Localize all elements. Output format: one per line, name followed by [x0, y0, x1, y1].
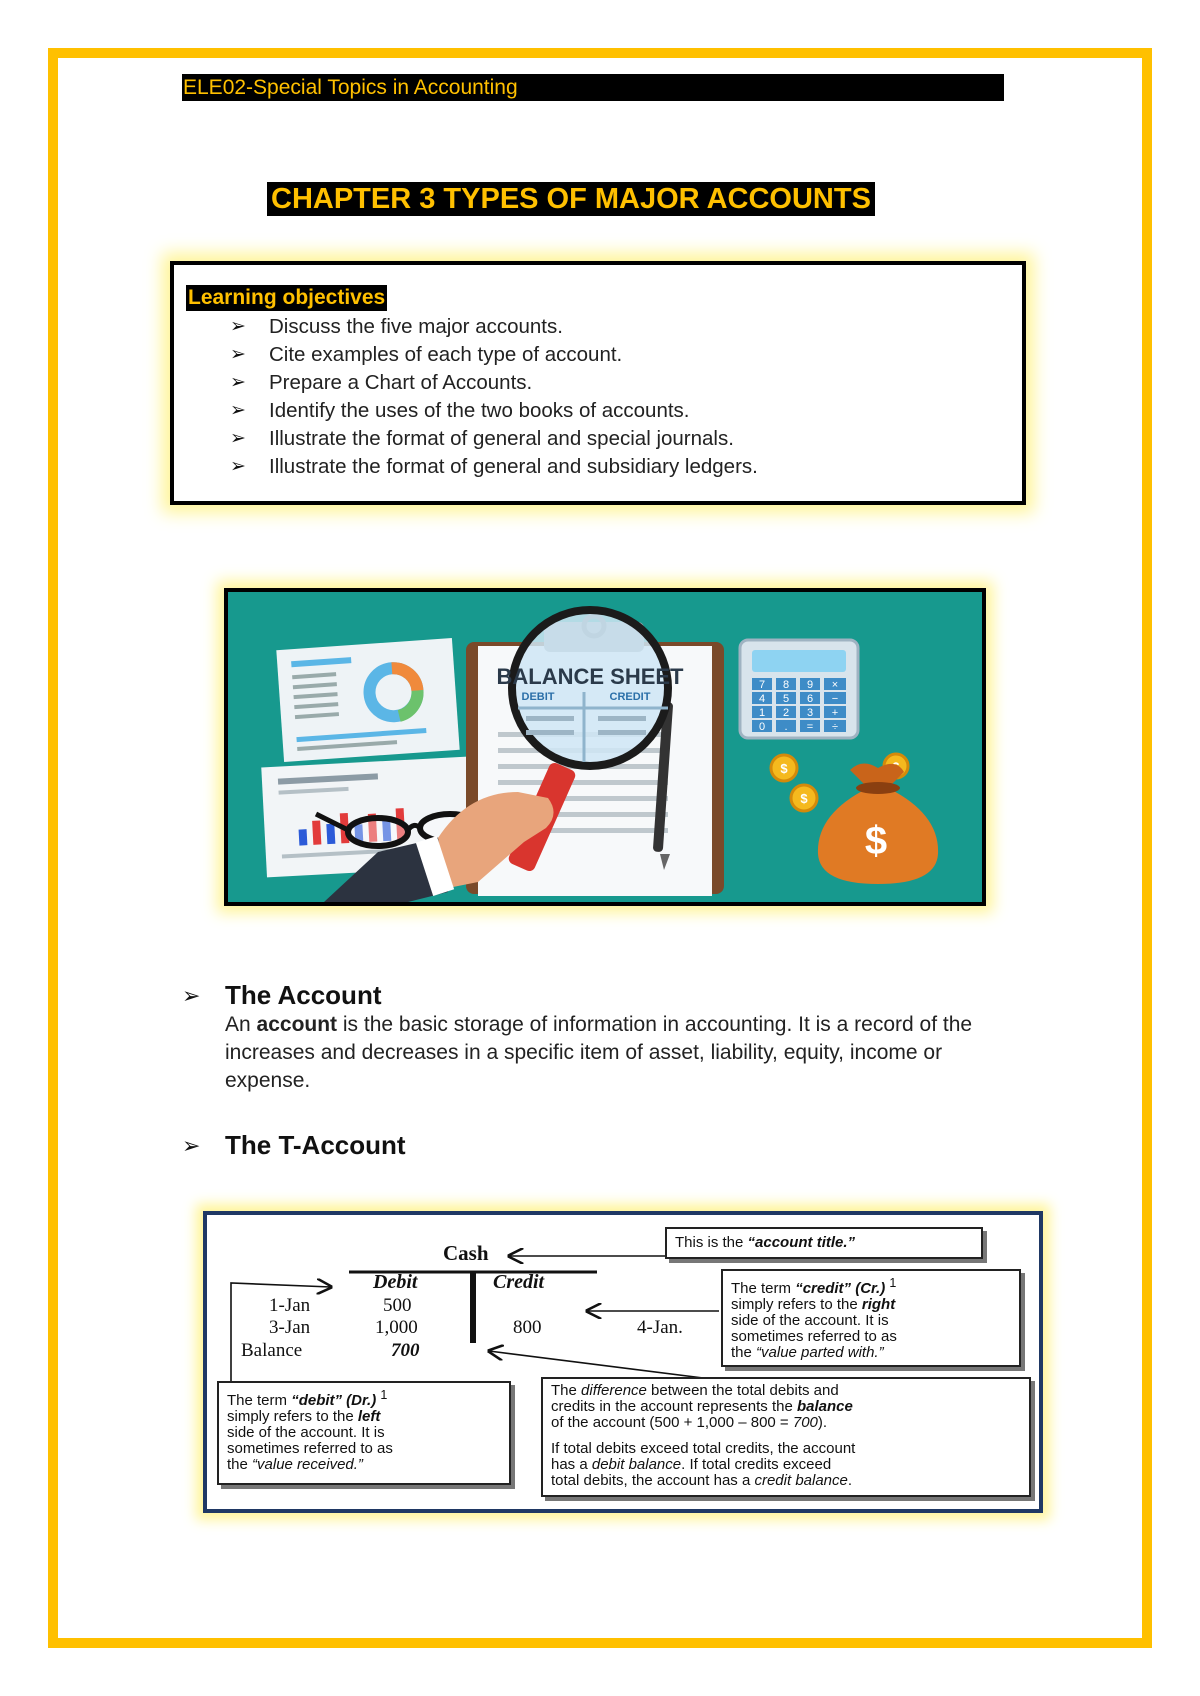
calc-key: . — [784, 721, 788, 733]
debit-column-label: DEBIT — [521, 691, 555, 703]
balance-sheet-label: BALANCE SHEET — [496, 664, 684, 689]
arrow-bullet-icon: ➢ — [230, 344, 246, 365]
arrow-bullet-icon: ➢ — [230, 400, 246, 421]
calc-key: 5 — [782, 693, 790, 705]
coin-symbol: $ — [800, 791, 808, 806]
row-credit-date: 4-Jan. — [637, 1317, 683, 1338]
section-title: The Account — [225, 980, 382, 1010]
section-t-account — [182, 1130, 406, 1161]
balance-label: Balance — [241, 1340, 303, 1361]
calc-key: 9 — [806, 679, 814, 691]
bag-dollar-symbol: $ — [864, 819, 888, 863]
section-account — [182, 980, 1025, 1095]
credit-label: Credit — [493, 1271, 545, 1293]
arrow-bullet-icon: ➢ — [230, 456, 246, 477]
chapter-title: CHAPTER 3 TYPES OF MAJOR ACCOUNTS — [267, 182, 875, 216]
calc-key: 2 — [782, 707, 790, 719]
callout-debit: The term “debit” (Dr.) $^1$ simply refers to the left side of the account. It is sometimes referred to as the “value received.” — [217, 1381, 511, 1485]
callout-credit: The term “credit” (Cr.) $^1$ simply refers to the right side of the account. It is sometimes referred to as the “value parted with.” — [721, 1269, 1021, 1367]
calc-key: 1 — [758, 707, 766, 719]
list-item: ➢ Discuss the five major accounts. — [230, 313, 758, 341]
donut-report-icon — [276, 638, 459, 762]
calc-key: 3 — [806, 707, 814, 719]
account-title: Cash — [443, 1241, 489, 1265]
money-bag-icon — [818, 763, 938, 884]
calc-key: 6 — [806, 693, 814, 705]
calculator-icon — [740, 640, 858, 738]
accounting-illustration — [224, 588, 986, 906]
row-debit: 1,000 — [375, 1317, 418, 1338]
debit-label: Debit — [373, 1271, 418, 1293]
row-credit: 800 — [513, 1317, 542, 1338]
calc-key: ÷ — [831, 721, 839, 733]
learning-objectives-box — [170, 261, 1026, 505]
calc-key: 8 — [782, 679, 790, 691]
arrow-bullet-icon: ➢ — [230, 316, 246, 337]
section-title: The T-Account — [225, 1130, 406, 1160]
coin-symbol: $ — [780, 761, 788, 776]
credit-column-label: CREDIT — [609, 691, 651, 703]
list-item: ➢ Prepare a Chart of Accounts. — [230, 369, 758, 397]
t-account-diagram — [203, 1211, 1043, 1513]
calc-key: × — [831, 679, 839, 691]
arrow-bullet-icon: ➢ — [182, 1132, 201, 1158]
balance-value: 700 — [391, 1340, 420, 1361]
list-item: ➢ Cite examples of each type of account. — [230, 341, 758, 369]
calc-key: 0 — [758, 721, 766, 733]
course-header: ELE02-Special Topics in Accounting — [183, 76, 518, 99]
account-definition: An account is the basic storage of information in accounting. It is a record of the increases and decreases in a specific item of asset, liability, equity, income or expense. — [225, 1013, 973, 1092]
calc-key: = — [806, 721, 814, 733]
list-item: ➢ Identify the uses of the two books of accounts. — [230, 397, 758, 425]
row-debit: 500 — [383, 1295, 412, 1316]
list-item: ➢ Illustrate the format of general and special journals. — [230, 425, 758, 453]
list-item: ➢ Illustrate the format of general and subsidiary ledgers. — [230, 453, 758, 481]
arrow-bullet-icon: ➢ — [182, 982, 201, 1008]
calc-key: 4 — [758, 693, 766, 705]
row-date: 3-Jan — [269, 1317, 311, 1338]
calc-key: 7 — [758, 679, 766, 691]
arrow-bullet-icon: ➢ — [230, 372, 246, 393]
illustration-svg — [228, 592, 982, 902]
objectives-heading: Learning objectives — [188, 286, 386, 309]
callout-balance: The difference between the total debits and credits in the account represents the balance of the account (500 + 1,000 – 800 = 700). If total debits exceed total credits, the account has a debit balance. If total credits exceed total debits, the account has a credit balance. — [541, 1377, 1031, 1497]
objectives-list — [230, 313, 758, 481]
calc-key: − — [831, 693, 839, 705]
callout-account-title: This is the “account title.” — [665, 1227, 983, 1259]
calc-key: + — [831, 707, 839, 719]
arrow-bullet-icon: ➢ — [230, 428, 246, 449]
row-date: 1-Jan — [269, 1295, 311, 1316]
